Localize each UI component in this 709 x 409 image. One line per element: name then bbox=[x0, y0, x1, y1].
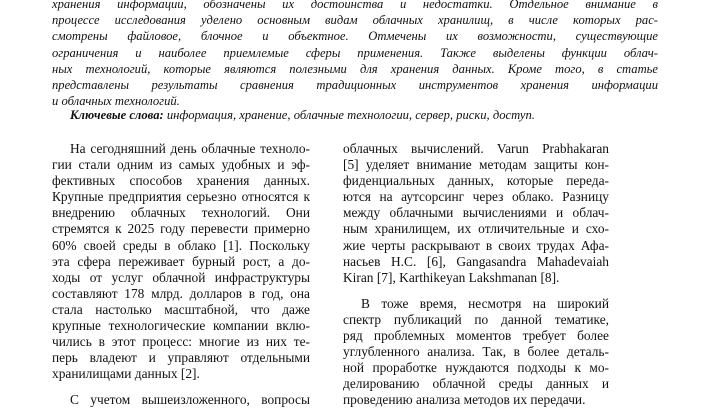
body-line: Крупные предприятия серьезно относятся к bbox=[52, 189, 310, 205]
body-line: ходы от услуг облачной инфраструктуры bbox=[52, 269, 310, 285]
abstract-line: и облачных технологий. bbox=[52, 94, 180, 109]
abstract-line: ных технологий, которые являются полезными для хранения данных. Кроме того, в статье bbox=[52, 61, 658, 76]
abstract-line: смотрены файловое, блочное и объектное. Отмечены их возможности, существующие bbox=[52, 29, 658, 44]
body-line: ются на аутсорсинг через облако. Разницу bbox=[343, 189, 609, 205]
body-line: делированию облачной среды данных и bbox=[343, 376, 609, 392]
keywords-label: Ключевые слова: bbox=[70, 108, 164, 122]
keywords bbox=[70, 107, 670, 123]
body-line: фективных способов хранения данных. bbox=[52, 173, 310, 189]
body-line: ным хранилищем, их отличительные и схо- bbox=[343, 221, 609, 237]
keywords-text: информация, хранение, облачные технологии, сервер, риски, доступ. bbox=[166, 108, 535, 122]
abstract-line: ограничения и наиболее приемлемые сферы применения. Также выделены функции облач- bbox=[52, 45, 658, 60]
body-line: составляют 178 млрд. долларов в год, она bbox=[52, 285, 310, 301]
abstract-line: процессе исследования уделено основным видам облачных хранилищ, в числе которых рас- bbox=[52, 13, 658, 28]
right-column bbox=[343, 141, 609, 409]
body-line: гии стали одним из самых удобных и эф- bbox=[52, 157, 310, 173]
body-line: Kiran [7], Karthikeyan Lakshmanan [8]. bbox=[343, 269, 560, 285]
body-line: стала настолько масштабной, что даже bbox=[52, 301, 310, 317]
body-line: облачных вычислений. Varun Prabhakaran bbox=[343, 141, 609, 156]
left-column bbox=[52, 141, 310, 409]
body-line: насьев Н.С. [6], Gangasandra Mahadevaiah bbox=[343, 253, 609, 269]
body-line: эта сфера переживает бурный рост, а до- bbox=[52, 253, 310, 269]
body-line: жие черты раскрывают в своих трудах Афа- bbox=[343, 237, 609, 253]
body-line: фиденциальных данных, которые переда- bbox=[343, 173, 609, 189]
body-line: [5] уделяет внимание методам защиты кон- bbox=[343, 157, 609, 173]
body-line: На сегодняшний день облачные техноло- bbox=[70, 141, 310, 156]
body-line: ряд проблемных моментов требует более bbox=[343, 328, 609, 344]
body-line: С учетом вышеизложенного, вопросы bbox=[70, 392, 310, 408]
body-line: между облачными вычислениями и облач- bbox=[343, 205, 609, 221]
abstract-line: хранения информации, обозначены их достоинства и недостатки. Отдельное внимание в bbox=[52, 0, 658, 11]
body-line: перь владеют и управляют отдельными bbox=[52, 350, 310, 366]
body-line: углубленного анализа. Так, в более деталь- bbox=[343, 344, 609, 360]
body-line: 60% своей среды в облако [1]. Поскольку bbox=[52, 237, 310, 253]
body-line: В тоже время, несмотря на широкий bbox=[361, 295, 609, 311]
body-line: спектр публикаций по данной тематике, bbox=[343, 311, 609, 327]
body-line: проведению анализа методов их передачи. bbox=[343, 392, 586, 408]
body-line: хранилищами данных [2]. bbox=[52, 366, 200, 382]
body-line: внедрению облачных технологий. Они bbox=[52, 205, 310, 221]
abstract-line: представлены результаты сравнения традиционных инструментов хранения информации bbox=[52, 78, 658, 93]
body-line: крупные технологические компании вклю- bbox=[52, 318, 310, 334]
body-line: чились в этот процесс: многие из них те- bbox=[52, 334, 310, 350]
abstract bbox=[52, 0, 658, 109]
body-line: стремятся к 2025 году перевести примерно bbox=[52, 221, 310, 237]
body-line: ной проработке нуждаются подходы к мо- bbox=[343, 360, 609, 376]
